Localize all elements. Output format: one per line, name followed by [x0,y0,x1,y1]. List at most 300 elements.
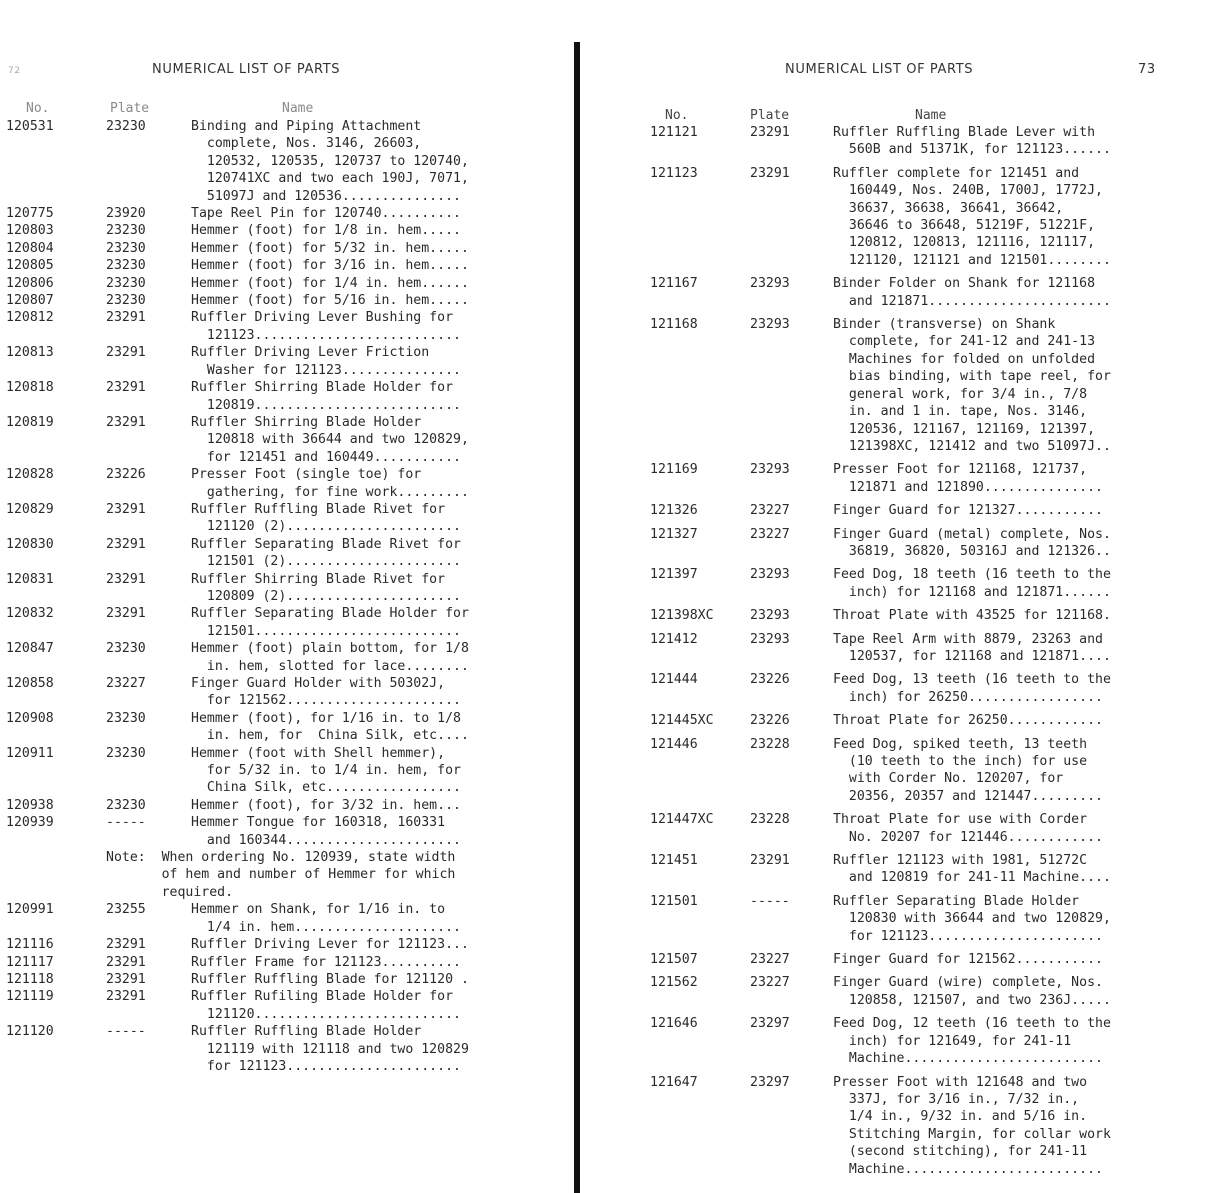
plate-number: 23291 [106,345,146,361]
part-number: 121327 [650,526,698,542]
part-name-line: Throat Plate with 43525 for 121168. [833,608,1111,624]
parts-row [6,205,566,222]
parts-row [650,1015,1195,1067]
part-name-line: for 121562...................... [191,693,461,709]
parts-row [650,631,1195,666]
plate-number: 23230 [106,258,146,274]
plate-number: 23293 [750,276,790,292]
parts-row [6,605,566,640]
part-name-line: Binding and Piping Attachment [191,119,422,134]
part-number: 121398XC [650,608,714,624]
part-name [833,811,1195,846]
plate-number: 23291 [750,853,790,869]
parts-row [650,736,1195,806]
part-name-line: Ruffler Ruffling Blade Lever with [833,125,1096,140]
parts-row [6,240,566,257]
part-number: 120939 [6,815,54,831]
plate-number: 23227 [750,975,790,991]
parts-row [650,712,1195,729]
parts-row [6,466,566,501]
plate-number: 23293 [750,631,790,647]
part-name-line: Hemmer (foot) for 3/16 in. hem..... [191,258,469,274]
parts-row [650,974,1195,1009]
plate-number: 23228 [750,812,790,828]
part-name-line: Ruffler Ruffling Blade Rivet for [191,501,446,517]
part-name [191,240,566,257]
plate-number: 23291 [106,310,146,326]
note-line: Note: When ordering No. 120939, state width [106,850,456,866]
part-number: 121121 [650,125,698,140]
plate-number: 23226 [750,672,790,688]
part-number: 120812 [6,310,54,326]
part-name-line: Hemmer (foot) for 1/4 in. hem...... [191,275,469,291]
plate-number: 23291 [106,380,146,396]
part-name [191,988,566,1023]
part-name-line: for 5/32 in. to 1/4 in. hem, for [191,763,461,779]
plate-number: 23293 [750,608,790,624]
part-number: 120807 [6,293,54,309]
part-name-line: inch) for 121168 and 121871...... [833,584,1111,600]
part-number: 120938 [6,797,54,813]
part-name-line: Hemmer Tongue for 160318, 160331 [191,815,446,831]
part-name-line: Ruffler Shirring Blade Holder [191,414,422,430]
part-name-line: 121120 (2)...................... [191,519,461,535]
part-number: 121118 [6,971,54,987]
part-number: 120806 [6,275,54,291]
right-page-title: NUMERICAL LIST OF PARTS [785,62,974,77]
part-number: 121562 [650,975,698,991]
part-name-line: 120819.......................... [191,397,461,413]
parts-row [6,379,566,414]
part-name-line: Binder Folder on Shank for 121168 [833,276,1096,292]
part-name-line: for 121451 and 160449........... [191,449,461,465]
part-name [833,1074,1195,1178]
parts-row [6,571,566,606]
parts-row [6,675,566,710]
parts-row [6,936,566,953]
part-name [833,951,1195,968]
left-page-title: NUMERICAL LIST OF PARTS [152,62,341,77]
plate-number: 23230 [106,240,146,256]
part-name-line: 120537, for 121168 and 121871.... [833,648,1111,664]
part-name-line: Finger Guard (wire) complete, Nos. [833,975,1103,991]
part-name-line: 120536, 121167, 121169, 121397, [833,421,1096,437]
part-name-line: for 121123...................... [833,928,1103,944]
part-name-line: 20356, 20357 and 121447......... [833,788,1103,804]
part-name [191,1023,566,1075]
left-folio: 72 [8,66,21,76]
part-name [191,309,566,344]
part-name-line: 120532, 120535, 120737 to 120740, [191,153,469,169]
part-name [191,222,566,239]
left-page [0,0,575,1193]
part-name [833,275,1195,310]
part-name-line: 121119 with 121118 and two 120829 [191,1041,469,1057]
part-name-line: Hemmer (foot), for 3/32 in. hem... [191,797,461,813]
plate-number: 23226 [106,467,146,483]
part-name-line: 120809 (2)...................... [191,588,461,604]
part-number: 120829 [6,501,54,517]
plate-number: 23291 [750,125,790,140]
part-number: 121169 [650,462,698,478]
part-name [191,814,566,849]
part-number: 121501 [650,893,698,909]
part-name [191,675,566,710]
plate-number: 23230 [106,119,146,134]
part-number: 121123 [650,165,698,181]
part-number: 120858 [6,676,54,691]
part-number: 120847 [6,641,54,657]
part-number: 121445XC [650,713,714,729]
part-name-line: Finger Guard for 121327........... [833,503,1103,519]
part-number: 120805 [6,258,54,274]
parts-row [6,640,566,675]
part-name [833,736,1195,806]
note [6,849,566,901]
parts-row [650,671,1195,706]
parts-row [6,536,566,571]
part-name-line: 120858, 121507, and two 236J..... [833,992,1111,1008]
part-name [191,797,566,814]
part-number: 121444 [650,672,698,688]
part-name-line: Ruffler Rufiling Blade Holder for [191,989,454,1005]
part-name-line: 120741XC and two each 190J, 7071, [191,171,469,187]
plate-number: 23230 [106,641,146,657]
parts-row [650,1074,1195,1178]
part-name-line: Ruffler complete for 121451 and [833,165,1080,181]
plate-number: 23230 [106,293,146,309]
plate-number: 23227 [750,526,790,542]
part-number: 121446 [650,736,698,752]
parts-row [6,745,566,797]
part-name-line: 121120, 121121 and 121501........ [833,252,1111,268]
part-name-line: and 160344...................... [191,832,461,848]
part-number: 120911 [6,745,54,761]
part-name-line: Ruffler Driving Lever for 121123... [191,937,469,953]
part-number: 120775 [6,206,54,222]
plate-number: 23227 [106,676,146,691]
part-name-line: Hemmer (foot) for 5/32 in. hem..... [191,240,469,256]
part-name [833,502,1195,519]
part-name-line: 121123.......................... [191,327,461,343]
part-name [191,501,566,536]
part-name [191,640,566,675]
plate-number: 23255 [106,902,146,918]
part-name-line: Ruffler Ruffling Blade for 121120 . [191,971,469,987]
part-name-line: and 120819 for 241-11 Machine.... [833,870,1111,886]
parts-row [6,797,566,814]
part-number: 121116 [6,937,54,953]
part-name-line: inch) for 26250................. [833,689,1103,705]
part-number: 120531 [6,119,54,134]
part-name [833,893,1195,945]
part-name-line: Machines for folded on unfolded [833,351,1096,367]
part-number: 120832 [6,606,54,622]
plate-number: 23297 [750,1016,790,1032]
part-number: 120830 [6,536,54,552]
parts-row [6,971,566,988]
plate-number: ----- [750,893,790,909]
part-name-line: and 121871....................... [833,293,1111,309]
plate-number: 23293 [750,317,790,333]
part-number: 120908 [6,710,54,726]
part-number: 121117 [6,954,54,970]
part-name [833,631,1195,666]
parts-row [6,292,566,309]
part-name-line: 121398XC, 121412 and two 51097J.. [833,438,1111,454]
part-name-line: Hemmer (foot) for 5/16 in. hem..... [191,293,469,309]
plate-number: 23230 [106,275,146,291]
left-parts-list [6,118,566,1075]
parts-row [6,275,566,292]
part-name [191,536,566,571]
part-name-line: 121501.......................... [191,623,461,639]
plate-number: 23227 [750,952,790,968]
plate-number: 23230 [106,797,146,813]
plate-number: 23291 [106,954,146,970]
part-name-line: general work, for 3/4 in., 7/8 [833,386,1088,402]
part-number: 120818 [6,380,54,396]
part-name-line: in. hem, slotted for lace........ [191,658,469,674]
part-name [191,379,566,414]
part-name-line: gathering, for fine work......... [191,484,469,500]
part-name-line: Hemmer on Shank, for 1/16 in. to [191,902,446,918]
part-name [191,414,566,466]
part-name-line: 121871 and 121890............... [833,479,1103,495]
part-name-line: Throat Plate for 26250............ [833,713,1103,729]
part-number: 121451 [650,853,698,869]
part-name-line: Ruffler Separating Blade Rivet for [191,536,461,552]
right-col-no: No. [665,108,689,123]
parts-row [6,309,566,344]
part-number: 120803 [6,223,54,239]
parts-row [650,502,1195,519]
part-name-line: Ruffler Driving Lever Bushing for [191,310,454,326]
part-name-line: Tape Reel Pin for 120740.......... [191,206,461,222]
plate-number: ----- [106,815,146,831]
parts-row [6,1023,566,1075]
part-name-line: 160449, Nos. 240B, 1700J, 1772J, [833,183,1103,199]
part-name-line: Ruffler 121123 with 1981, 51272C [833,853,1088,869]
part-name-line: Ruffler Ruffling Blade Holder [191,1024,422,1040]
part-name-line: Tape Reel Arm with 8879, 23263 and [833,631,1103,647]
plate-number: 23291 [750,165,790,181]
note-line: of hem and number of Hemmer for which [106,867,456,883]
part-name-line: Washer for 121123............... [191,362,461,378]
part-name [833,852,1195,887]
part-name-line: Finger Guard (metal) complete, Nos. [833,526,1111,542]
part-name [191,936,566,953]
part-name [191,205,566,222]
part-name [833,712,1195,729]
left-col-name: Name [282,101,314,116]
part-name [833,607,1195,624]
plate-number: 23293 [750,462,790,478]
part-name-line: Hemmer (foot), for 1/16 in. to 1/8 [191,710,461,726]
part-name-line: complete, Nos. 3146, 26603, [191,136,422,152]
part-name-line: Hemmer (foot) plain bottom, for 1/8 [191,641,469,657]
part-name-line: 36646 to 36648, 51219F, 51221F, [833,218,1096,234]
part-name-line: Feed Dog, spiked teeth, 13 teeth [833,736,1088,752]
plate-number: 23291 [106,971,146,987]
part-name-line: China Silk, etc................. [191,780,461,796]
parts-row [650,316,1195,455]
parts-row [6,257,566,274]
part-number: 120819 [6,414,54,430]
part-name-line: Binder (transverse) on Shank [833,317,1056,333]
part-name-line: for 121123...................... [191,1058,461,1074]
part-name [191,118,566,205]
plate-number: 23291 [106,414,146,430]
part-name-line: Ruffler Frame for 121123.......... [191,954,461,970]
right-parts-list [650,124,1195,1184]
part-number: 121507 [650,952,698,968]
parts-row [650,461,1195,496]
part-name-line: (10 teeth to the inch) for use [833,754,1088,769]
parts-row [6,414,566,466]
part-name-line: Finger Guard for 121562........... [833,952,1103,968]
part-number: 121447XC [650,812,714,828]
part-name-line: 36819, 36820, 50316J and 121326.. [833,543,1111,559]
part-number: 120804 [6,240,54,256]
parts-row [6,954,566,971]
part-name [191,257,566,274]
part-name-line: 51097J and 120536............... [191,188,461,204]
part-name-line: No. 20207 for 121446............ [833,829,1103,845]
part-name-line: Machine......................... [833,1161,1103,1177]
part-number: 120813 [6,345,54,361]
part-name-line: 120812, 120813, 121116, 121117, [833,235,1096,251]
part-name-line: complete, for 241-12 and 241-13 [833,334,1096,350]
plate-number: 23291 [106,937,146,953]
part-name-line: 1/4 in. hem..................... [191,919,461,935]
part-name [833,316,1195,455]
plate-number: 23228 [750,736,790,752]
part-number: 120991 [6,902,54,918]
part-number: 121326 [650,503,698,519]
part-name [191,292,566,309]
page-spine [574,42,580,1193]
part-name-line: Ruffler Shirring Blade Holder for [191,380,454,396]
part-name [191,954,566,971]
part-name-line: 1/4 in., 9/32 in. and 5/16 in. [833,1109,1088,1125]
part-name-line: bias binding, with tape reel, for [833,369,1111,385]
part-name-line: inch) for 121649, for 241-11 [833,1033,1072,1049]
part-name-line: 560B and 51371K, for 121123...... [833,142,1111,158]
parts-row [6,901,566,936]
part-name-line: Hemmer (foot) for 1/8 in. hem..... [191,223,461,239]
parts-row [6,988,566,1023]
left-col-no: No. [26,101,50,116]
right-folio: 73 [1138,62,1156,77]
parts-row [650,893,1195,945]
parts-row [650,124,1195,159]
part-name-line: (second stitching), for 241-11 [833,1144,1088,1160]
parts-row [650,811,1195,846]
part-name-line: Ruffler Shirring Blade Rivet for [191,571,446,587]
part-name-line: 121501 (2)...................... [191,554,461,570]
part-name-line: 337J, for 3/16 in., 7/32 in., [833,1091,1080,1107]
part-name [191,901,566,936]
part-number: 121119 [6,989,54,1005]
part-name-line: Finger Guard Holder with 50302J, [191,676,446,691]
plate-number: 23291 [106,536,146,552]
plate-number: 23293 [750,567,790,583]
part-number: 121412 [650,631,698,647]
part-number: 120828 [6,467,54,483]
part-name [191,466,566,501]
part-number: 121646 [650,1016,698,1032]
plate-number: 23291 [106,501,146,517]
part-name-line: Feed Dog, 13 teeth (16 teeth to the [833,672,1111,688]
part-name [191,605,566,640]
plate-number: 23230 [106,745,146,761]
part-name-line: Presser Foot (single toe) for [191,467,422,483]
part-name-line: 120830 with 36644 and two 120829, [833,911,1111,927]
part-name [191,745,566,797]
parts-row [650,951,1195,968]
part-number: 121397 [650,567,698,583]
part-name [833,526,1195,561]
part-number: 121168 [650,317,698,333]
part-number: 121120 [6,1024,54,1040]
parts-row [6,118,566,205]
plate-number: 23920 [106,206,146,222]
part-name [833,461,1195,496]
part-name-line: Presser Foot for 121168, 121737, [833,462,1088,478]
part-name-line: in. hem, for China Silk, etc.... [191,728,469,744]
part-name-line: Ruffler Separating Blade Holder [833,893,1080,909]
part-name-line: Ruffler Driving Lever Friction [191,345,430,361]
part-name [191,971,566,988]
plate-number: 23291 [106,571,146,587]
part-name-line: 121120.......................... [191,1006,461,1022]
part-name-line: Feed Dog, 12 teeth (16 teeth to the [833,1016,1111,1032]
parts-row [650,165,1195,269]
part-number: 121167 [650,276,698,292]
part-name [833,1015,1195,1067]
part-name [191,710,566,745]
part-name-line: Machine......................... [833,1051,1103,1067]
parts-row [6,814,566,849]
parts-row [650,566,1195,601]
part-name-line: Ruffler Separating Blade Holder for [191,606,469,622]
parts-row [6,710,566,745]
part-name-line: 36637, 36638, 36641, 36642, [833,200,1064,216]
right-col-plate: Plate [750,108,790,123]
part-name [833,974,1195,1009]
part-name-line: Feed Dog, 18 teeth (16 teeth to the [833,567,1111,583]
note-line: required. [106,884,234,900]
plate-number: 23226 [750,713,790,729]
part-name-line: with Corder No. 120207, for [833,771,1064,787]
part-name-line: Presser Foot with 121648 and two [833,1074,1088,1090]
part-name-line: Stitching Margin, for collar work [833,1126,1111,1142]
plate-number: 23230 [106,223,146,239]
part-name [833,566,1195,601]
plate-number: 23291 [106,606,146,622]
part-name [191,344,566,379]
part-name [191,571,566,606]
part-number: 120831 [6,571,54,587]
parts-row [6,501,566,536]
parts-row [650,607,1195,624]
part-name [833,165,1195,269]
part-name-line: Throat Plate for use with Corder [833,812,1088,828]
part-name-line: Hemmer (foot with Shell hemmer), [191,745,446,761]
part-name [833,124,1195,159]
parts-row [6,344,566,379]
